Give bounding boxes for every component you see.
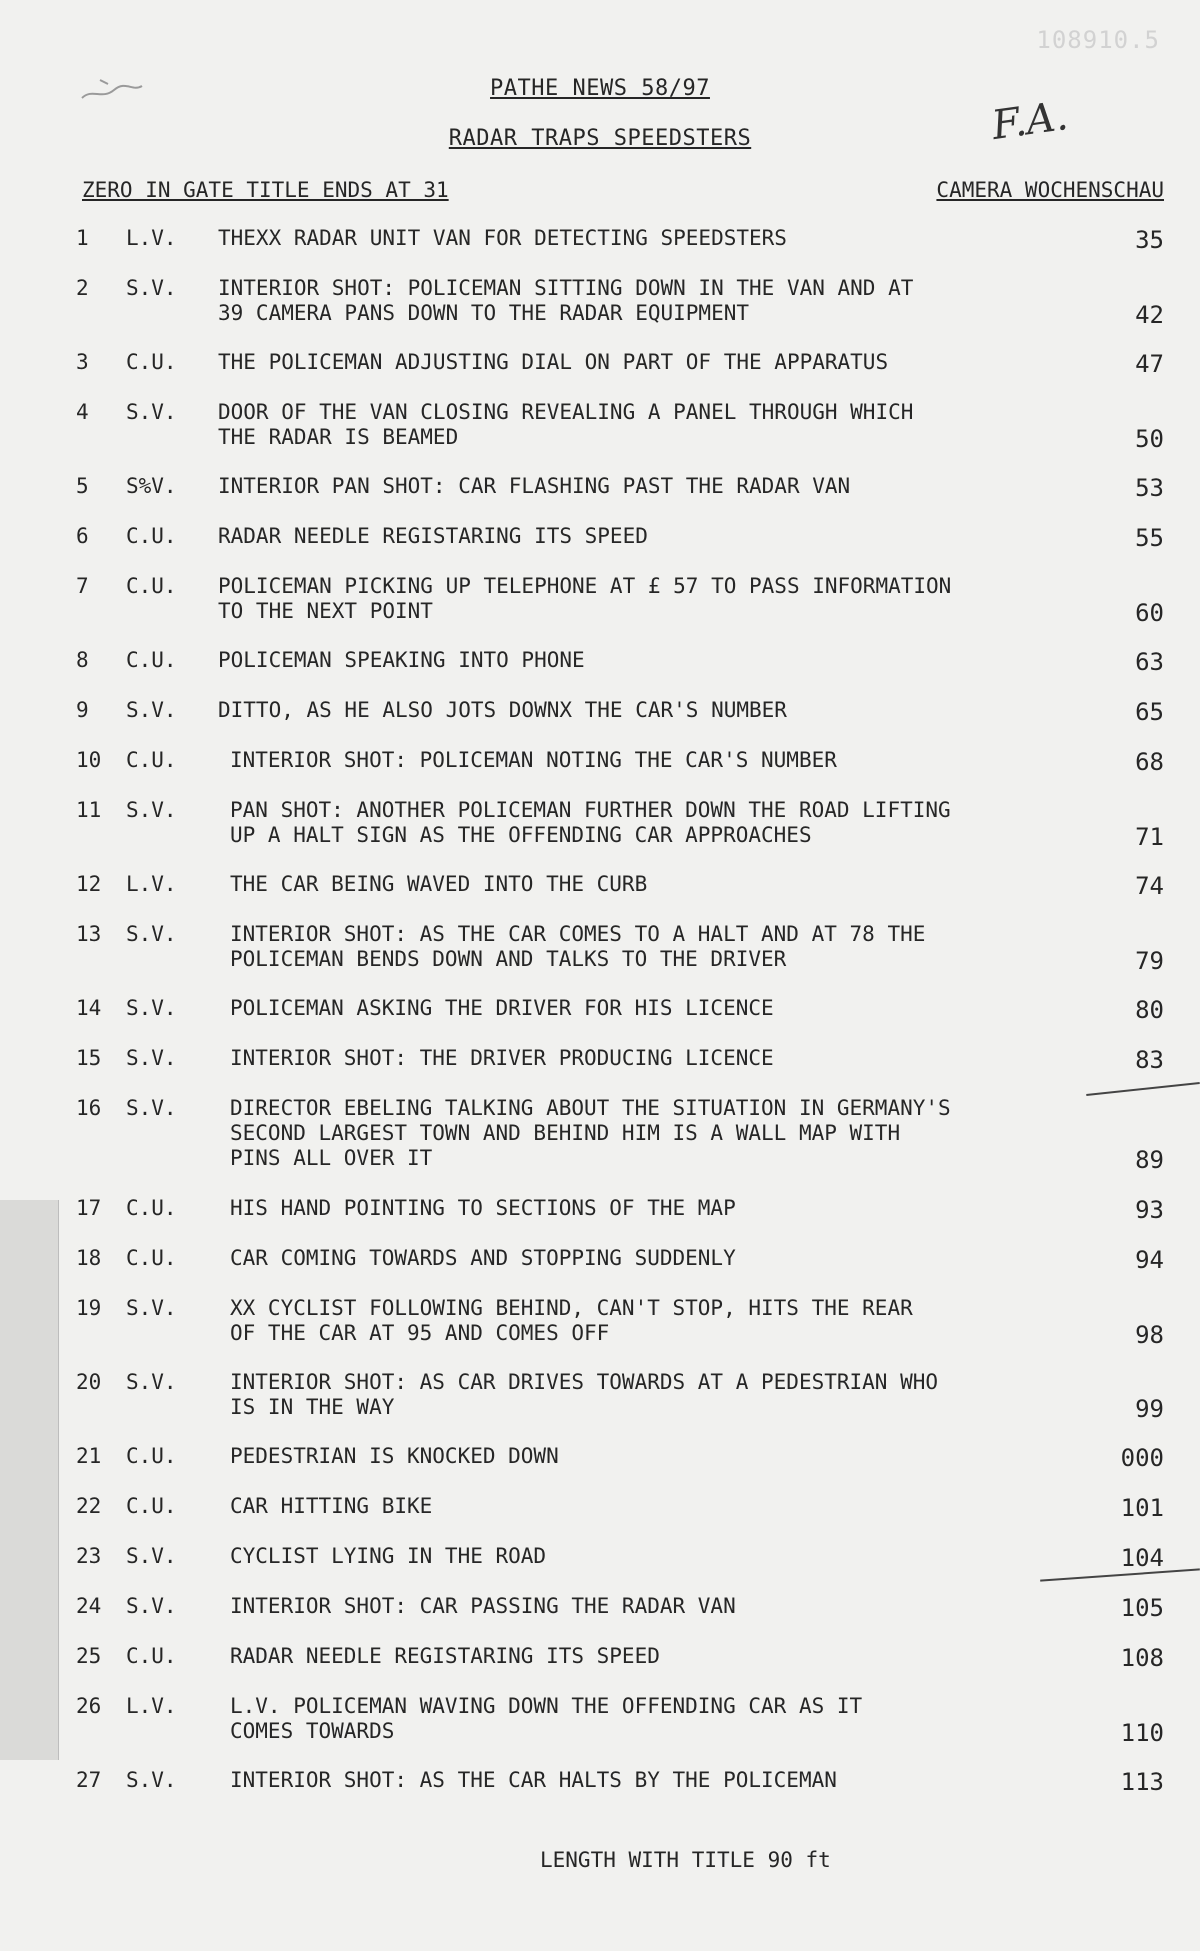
shot-type: L.V. [126, 872, 177, 896]
shot-number: 12 [76, 872, 102, 896]
shot-description: RADAR NEEDLE REGISTARING ITS SPEED [230, 1644, 660, 1668]
shot-type: L.V. [126, 226, 177, 250]
shot-description: THE CAR BEING WAVED INTO THE CURB [230, 872, 648, 896]
shot-number: 23 [76, 1544, 102, 1568]
shot-description: INTERIOR SHOT: CAR PASSING THE RADAR VAN [230, 1594, 736, 1618]
shot-description: INTERIOR SHOT: AS CAR DRIVES TOWARDS AT A PEDESTRIAN WHO IS IN THE WAY [230, 1370, 939, 1419]
shot-description: INTERIOR SHOT: THE DRIVER PRODUCING LICENCE [230, 1046, 774, 1070]
shot-type: S.V. [126, 698, 177, 722]
shot-type: S.V. [126, 922, 177, 946]
shot-type: C.U. [126, 1246, 177, 1270]
archive-stamp: 108910.5 [1036, 26, 1160, 54]
shot-footage: 63 [1135, 648, 1164, 676]
shot-description: CAR HITTING BIKE [230, 1494, 433, 1518]
shot-footage: 35 [1135, 226, 1164, 254]
shot-type: C.U. [126, 1444, 177, 1468]
shot-footage: 53 [1135, 474, 1164, 502]
shot-footage: 79 [1135, 947, 1164, 975]
shot-description: INTERIOR SHOT: POLICEMAN SITTING DOWN IN THE VAN AND AT 39 CAMERA PANS DOWN TO THE RADAR EQUIPMENT [218, 276, 914, 325]
shot-number: 6 [76, 524, 89, 548]
shot-footage: 71 [1135, 823, 1164, 851]
shot-type: C.U. [126, 574, 177, 598]
shot-description: HIS HAND POINTING TO SECTIONS OF THE MAP [230, 1196, 736, 1220]
shot-number: 2 [76, 276, 89, 300]
shot-description: DIRECTOR EBELING TALKING ABOUT THE SITUATION IN GERMANY'S SECOND LARGEST TOWN AND BEHIND HIM IS A WALL MAP WITH PINS ALL OVER IT [230, 1096, 951, 1170]
shot-number: 19 [76, 1296, 102, 1320]
shot-description: DOOR OF THE VAN CLOSING REVEALING A PANEL THROUGH WHICH THE RADAR IS BEAMED [218, 400, 914, 449]
shot-type: S.V. [126, 1046, 177, 1070]
shot-number: 16 [76, 1096, 102, 1120]
shot-description: POLICEMAN SPEAKING INTO PHONE [218, 648, 585, 672]
shot-type: S.V. [126, 1768, 177, 1792]
zero-gate-note: ZERO IN GATE TITLE ENDS AT 31 [82, 178, 449, 202]
shot-footage: 110 [1120, 1719, 1164, 1747]
shot-number: 21 [76, 1444, 102, 1468]
shot-footage: 105 [1120, 1594, 1164, 1622]
shot-number: 9 [76, 698, 89, 722]
shot-type: C.U. [126, 748, 177, 772]
shot-footage: 60 [1135, 599, 1164, 627]
shot-type: C.U. [126, 648, 177, 672]
shot-number: 4 [76, 400, 89, 424]
shot-description: THE POLICEMAN ADJUSTING DIAL ON PART OF THE APPARATUS [218, 350, 889, 374]
shot-number: 1 [76, 226, 89, 250]
shot-type: S.V. [126, 1370, 177, 1394]
shot-footage: 108 [1120, 1644, 1164, 1672]
shot-description: THEXX RADAR UNIT VAN FOR DETECTING SPEEDSTERS [218, 226, 787, 250]
shot-type: S.V. [126, 1544, 177, 1568]
shot-number: 24 [76, 1594, 102, 1618]
shot-description: DITTO, AS HE ALSO JOTS DOWNX THE CAR'S NUMBER [218, 698, 787, 722]
shot-number: 25 [76, 1644, 102, 1668]
shot-type: C.U. [126, 350, 177, 374]
shot-footage: 000 [1120, 1444, 1164, 1472]
shot-description: INTERIOR PAN SHOT: CAR FLASHING PAST THE RADAR VAN [218, 474, 851, 498]
shot-description: L.V. POLICEMAN WAVING DOWN THE OFFENDING CAR AS IT COMES TOWARDS [230, 1694, 863, 1743]
shot-footage: 47 [1135, 350, 1164, 378]
shot-footage: 42 [1135, 301, 1164, 329]
shot-type: S.V. [126, 276, 177, 300]
shot-number: 5 [76, 474, 89, 498]
shot-type: C.U. [126, 1494, 177, 1518]
shot-description: POLICEMAN ASKING THE DRIVER FOR HIS LICENCE [230, 996, 774, 1020]
shot-number: 14 [76, 996, 102, 1020]
handwritten-initials: F.A. [989, 92, 1071, 150]
shot-number: 11 [76, 798, 102, 822]
shot-number: 13 [76, 922, 102, 946]
shot-footage: 83 [1135, 1046, 1164, 1074]
shot-footage: 50 [1135, 425, 1164, 453]
shot-description: CYCLIST LYING IN THE ROAD [230, 1544, 547, 1568]
shot-number: 17 [76, 1196, 102, 1220]
shot-description: PEDESTRIAN IS KNOCKED DOWN [230, 1444, 559, 1468]
shot-type: C.U. [126, 1644, 177, 1668]
shot-number: 7 [76, 574, 89, 598]
shot-description: CAR COMING TOWARDS AND STOPPING SUDDENLY [230, 1246, 736, 1270]
shot-number: 10 [76, 748, 102, 772]
shot-footage: 113 [1120, 1768, 1164, 1796]
total-length: LENGTH WITH TITLE 90 ft [540, 1848, 831, 1872]
shot-number: 8 [76, 648, 89, 672]
shot-footage: 101 [1120, 1494, 1164, 1522]
shot-footage: 80 [1135, 996, 1164, 1024]
shot-description: INTERIOR SHOT: AS THE CAR COMES TO A HALT AND AT 78 THE POLICEMAN BENDS DOWN AND TALKS TO THE DRIVER [230, 922, 926, 971]
shot-footage: 68 [1135, 748, 1164, 776]
shot-number: 15 [76, 1046, 102, 1070]
shot-footage: 98 [1135, 1321, 1164, 1349]
document-title: PATHE NEWS 58/97 [490, 76, 710, 101]
shot-type: C.U. [126, 524, 177, 548]
shot-number: 3 [76, 350, 89, 374]
shot-type: S.V. [126, 400, 177, 424]
shot-footage: 65 [1135, 698, 1164, 726]
shot-type: S.V. [126, 798, 177, 822]
shot-description: POLICEMAN PICKING UP TELEPHONE AT £ 57 TO PASS INFORMATION TO THE NEXT POINT [218, 574, 952, 623]
shot-footage: 94 [1135, 1246, 1164, 1274]
shot-number: 22 [76, 1494, 102, 1518]
shot-footage: 55 [1135, 524, 1164, 552]
paper-edge-strip [0, 1200, 59, 1760]
shot-description: PAN SHOT: ANOTHER POLICEMAN FURTHER DOWN THE ROAD LIFTING UP A HALT SIGN AS THE OFFENDING CAR APPROACHES [230, 798, 951, 847]
shot-type: S.V. [126, 1296, 177, 1320]
pen-stroke [1086, 1082, 1200, 1096]
shot-type: S.V. [126, 1096, 177, 1120]
shot-type: S.V. [126, 996, 177, 1020]
shot-description: RADAR NEEDLE REGISTARING ITS SPEED [218, 524, 648, 548]
shot-description: INTERIOR SHOT: POLICEMAN NOTING THE CAR'S NUMBER [230, 748, 837, 772]
shot-footage: 74 [1135, 872, 1164, 900]
shot-footage: 93 [1135, 1196, 1164, 1224]
document-subtitle: RADAR TRAPS SPEEDSTERS [448, 126, 752, 151]
shot-description: XX CYCLIST FOLLOWING BEHIND, CAN'T STOP, HITS THE REAR OF THE CAR AT 95 AND COMES OFF [230, 1296, 913, 1345]
shot-description: INTERIOR SHOT: AS THE CAR HALTS BY THE POLICEMAN [230, 1768, 837, 1792]
shot-number: 27 [76, 1768, 102, 1792]
shot-footage: 104 [1120, 1544, 1164, 1572]
shot-footage: 99 [1135, 1395, 1164, 1423]
shot-number: 26 [76, 1694, 102, 1718]
shot-type: C.U. [126, 1196, 177, 1220]
shot-footage: 89 [1135, 1146, 1164, 1174]
shot-type: L.V. [126, 1694, 177, 1718]
shot-type: S%V. [126, 474, 177, 498]
shot-number: 20 [76, 1370, 102, 1394]
shot-type: S.V. [126, 1594, 177, 1618]
camera-credit: CAMERA WOCHENSCHAU [936, 178, 1164, 202]
shot-number: 18 [76, 1246, 102, 1270]
